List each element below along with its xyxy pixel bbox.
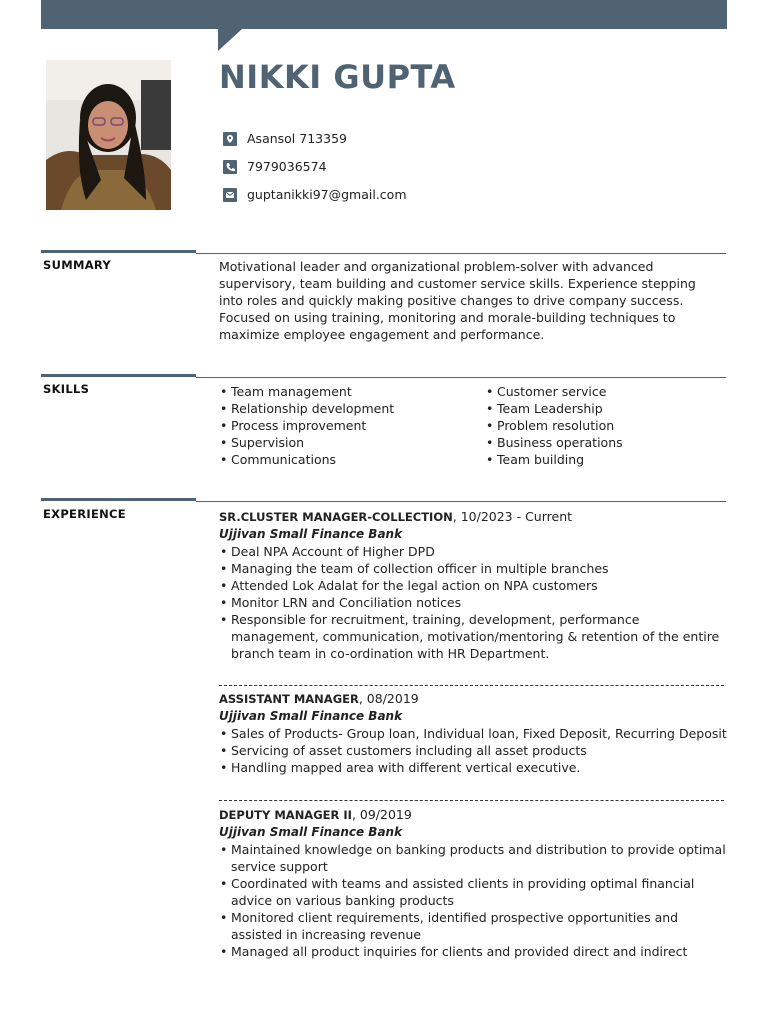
job-bullet: • Sales of Products- Group loan, Individual loan, Fixed Deposit, Recurring Deposit xyxy=(219,725,729,742)
skills-list-right xyxy=(485,383,623,468)
job-dates: , 08/2019 xyxy=(358,691,419,706)
profile-photo xyxy=(46,60,171,210)
job-divider xyxy=(219,685,724,686)
job-bullet: • Managing the team of collection officer in multiple branches xyxy=(219,560,729,577)
job-title: DEPUTY MANAGER II xyxy=(219,808,352,822)
job-entry xyxy=(219,508,729,662)
summary-rule-thick xyxy=(41,250,196,253)
job-bullets xyxy=(219,841,729,960)
job-bullet: • Monitor LRN and Conciliation notices xyxy=(219,594,729,611)
skill-item: • Supervision xyxy=(219,434,394,451)
job-bullets xyxy=(219,543,729,662)
job-bullet: • Maintained knowledge on banking products and distribution to provide optimal service support xyxy=(219,841,729,875)
phone-icon xyxy=(223,159,237,173)
job-entry xyxy=(219,806,729,960)
job-bullet: • Monitored client requirements, identified prospective opportunities and assisted in increasing revenue xyxy=(219,909,729,943)
experience-heading: EXPERIENCE xyxy=(43,507,126,521)
job-company: Ujjivan Small Finance Bank xyxy=(219,825,403,839)
candidate-name: NIKKI GUPTA xyxy=(219,58,456,96)
job-entry xyxy=(219,690,729,776)
job-divider xyxy=(219,800,724,801)
job-bullet: • Responsible for recruitment, training, development, performance management, communication, motivation/mentoring & retention of the entire branch team in co-ordination with HR Department. xyxy=(219,611,729,662)
job-title: ASSISTANT MANAGER xyxy=(219,692,359,706)
job-bullets xyxy=(219,725,729,776)
email-text: guptanikki97@gmail.com xyxy=(247,186,407,202)
summary-heading: SUMMARY xyxy=(43,258,112,272)
summary-rule-thin xyxy=(196,253,726,254)
skill-item: • Process improvement xyxy=(219,417,394,434)
skill-item: • Business operations xyxy=(485,434,623,451)
job-heading xyxy=(219,508,729,526)
job-bullet: • Coordinated with teams and assisted clients in providing optimal financial advice on various banking products xyxy=(219,875,729,909)
skill-item: • Communications xyxy=(219,451,394,468)
contact-address xyxy=(223,130,347,146)
contact-phone xyxy=(223,158,327,174)
experience-rule-thick xyxy=(41,498,196,501)
job-company: Ujjivan Small Finance Bank xyxy=(219,527,403,541)
envelope-icon xyxy=(223,187,237,201)
job-bullet: • Servicing of asset customers including all asset products xyxy=(219,742,729,759)
header-bar xyxy=(41,0,727,29)
job-title: SR.CLUSTER MANAGER-COLLECTION xyxy=(219,510,453,524)
job-dates: , 09/2019 xyxy=(351,807,412,822)
skill-item: • Team building xyxy=(485,451,623,468)
skill-item: • Team Leadership xyxy=(485,400,623,417)
address-text: Asansol 713359 xyxy=(247,130,347,146)
job-heading xyxy=(219,806,729,824)
job-heading xyxy=(219,690,729,708)
skill-item: • Problem resolution xyxy=(485,417,623,434)
job-bullet: • Managed all product inquiries for clients and provided direct and indirect xyxy=(219,943,729,960)
skills-heading: SKILLS xyxy=(43,382,90,396)
skill-item: • Relationship development xyxy=(219,400,394,417)
job-bullet: • Deal NPA Account of Higher DPD xyxy=(219,543,729,560)
summary-text: Motivational leader and organizational problem-solver with advanced supervisory, team building and customer service skills. Experience stepping into roles and quickly making positive changes to drive company success. Focused on using training, monitoring and morale-building techniques to maximize employee engagement and performance. xyxy=(219,259,696,342)
header-notch xyxy=(218,29,242,51)
job-bullet: • Handling mapped area with different vertical executive. xyxy=(219,759,729,776)
skills-rule-thick xyxy=(41,374,196,377)
contact-email xyxy=(223,186,407,202)
skills-rule-thin xyxy=(196,377,726,378)
skill-item: • Customer service xyxy=(485,383,623,400)
location-pin-icon xyxy=(223,131,237,145)
job-dates: , 10/2023 - Current xyxy=(452,509,573,524)
phone-text: 7979036574 xyxy=(247,158,327,174)
skills-list-left xyxy=(219,383,394,468)
skill-item: • Team management xyxy=(219,383,394,400)
job-bullet: • Attended Lok Adalat for the legal action on NPA customers xyxy=(219,577,729,594)
job-company: Ujjivan Small Finance Bank xyxy=(219,709,403,723)
experience-rule-thin xyxy=(196,501,726,502)
